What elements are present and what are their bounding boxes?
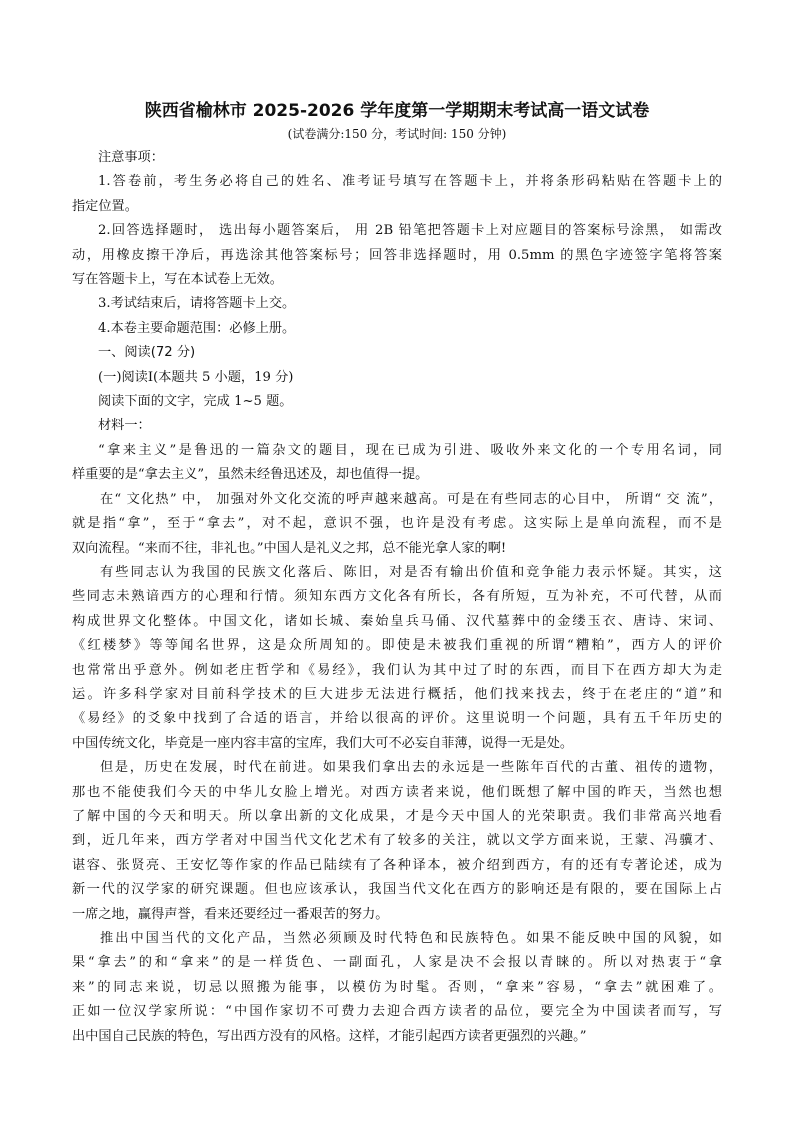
paragraph: [72, 561, 722, 756]
notes-section: [72, 146, 722, 341]
exam-page: [72, 92, 722, 1049]
subsection-heading: (一)阅读Ⅰ(本题共 5 小题，19 分): [98, 369, 294, 385]
passage-line: 《红楼梦》等等闻名世界，这是众所周知的。即使是未被我们重视的所谓“糟粕”，西方人的评价: [72, 638, 722, 654]
passage-line: 些同志未熟谙西方的心理和行情。须知东西方文化各有所长，各有所短，互为补充，不可代替，从而: [72, 589, 722, 605]
passage-line: 谌容、张贤亮、王安忆等作家的作品已陆续有了各种译本，被介绍到西方，有的还有专著论述，成为: [72, 857, 722, 873]
passage-line: 正如一位汉学家所说：“中国作家切不可费力去迎合西方读者的品位，要完全为中国读者而写，写: [72, 1004, 722, 1020]
passage-line: 出中国自己民族的特色，写出西方没有的风格。这样，才能引起西方读者更强烈的兴趣。”: [72, 1028, 587, 1044]
reading-instruction: 阅读下面的文字，完成 1~5 题。: [98, 394, 293, 410]
passage-line: “拿来主义”是鲁迅的一篇杂文的题目，现在已成为引进、吸收外来文化的一个专用名词，同: [98, 442, 722, 458]
passage-line: 样重要的是“拿去主义”，虽然未经鲁迅述及，却也值得一提。: [72, 467, 429, 483]
passage-line: 那也不能使我们今天的中华儿女脸上增光。对西方读者来说，他们既想了解中国的昨天，当然也想: [72, 784, 722, 800]
passage-line: 也常常出乎意外。例如老庄哲学和《易经》，我们认为其中过了时的东西，而目下在西方却大为走: [72, 662, 722, 678]
reading-section: [72, 341, 722, 439]
passage-line: 双向流程。“来而不往，非礼也。”中国人是礼义之邦，总不能光拿人家的啊!: [72, 540, 507, 556]
paragraph: [72, 488, 722, 561]
passage-line: 果“拿去”的和“拿来”的是一样货色、一副面孔，人家是决不会报以青睐的。所以对热衷于“拿: [72, 955, 722, 971]
paragraph: [72, 439, 722, 488]
material-label: 材料一：: [98, 418, 151, 434]
passage-line: 运。许多科学家对目前科学技术的巨大进步无法进行概括，他们找来找去，终于在老庄的“道”和: [72, 686, 722, 702]
exam-subtitle: (试卷满分:150 分，考试时间: 150 分钟): [287, 127, 507, 141]
passage-line: 了解中国的今天和明天。所以拿出新的文化成果，才是今天中国人的光荣职责。我们非常高兴地看: [72, 808, 722, 824]
passage-line: 构成世界文化整体。中国文化，诸如长城、秦始皇兵马俑、汉代墓葬中的金缕玉衣、唐诗、宋词、: [72, 613, 722, 629]
passage-line: 中国传统文化，毕竟是一座内容丰富的宝库，我们大可不必妄自菲薄，说得一无是处。: [72, 735, 574, 751]
exam-title: 陕西省榆林市 2025-2026 学年度第一学期期末考试高一语文试卷: [144, 101, 650, 121]
passage-line: 就是指“拿”，至于“拿去”，对不起，意识不强，也许是没有考虑。这实际上是单向流程，而不是: [72, 516, 722, 532]
passage-line: 新一代的汉学家的研究课题。但也应该承认，我国当代文化在西方的影响还是有限的，要在国际上占: [72, 882, 722, 898]
note-line: 3.考试结束后，请将答题卡上交。: [98, 296, 296, 312]
passage-line: 有些同志认为我国的民族文化落后、陈旧，对是否有输出价值和竞争能力表示怀疑。其实，这: [100, 564, 722, 580]
passage-line: 来”的同志来说，切忌以照搬为能事，以模仿为时髦。否则，“拿来”容易，“拿去”就困难了。: [72, 979, 722, 995]
passage-line: 一席之地，赢得声誉，看来还要经过一番艰苦的努力。: [72, 906, 389, 922]
passage-line: 《易经》的爻象中找到了合适的语言，并给以很高的评价。这里说明一个问题，具有五千年历史的: [72, 711, 722, 727]
note-line: 1.答卷前，考生务必将自己的姓名、准考证号填写在答题卡上，并将条形码粘贴在答题卡上的: [98, 174, 722, 190]
note-line: 动，用橡皮擦干净后，再选涂其他答案标号；回答非选择题时，用 0.5mm 的黑色字迹签字笔将答案: [72, 247, 722, 263]
note-line: 指定位置。: [72, 198, 138, 214]
paragraph: [72, 756, 722, 927]
passage-line: 到，近几年来，西方学者对中国当代文化艺术有了较多的关注，就以文学方面来说，王蒙、冯骥才、: [72, 833, 722, 849]
passage: [72, 439, 722, 1049]
passage-line: 在“ 文化热” 中， 加强对外文化交流的呼声越来越高。可是在有些同志的心目中， 所谓“ 交 流”，: [100, 491, 722, 507]
note-line: 4.本卷主要命题范围：必修上册。: [98, 320, 296, 336]
notes-heading: 注意事项：: [98, 150, 164, 165]
note-line: 2.回答选择题时， 选出每小题答案后， 用 2B 铅笔把答题卡上对应题目的答案标号涂黑， 如需改: [98, 223, 722, 239]
passage-line: 推出中国当代的文化产品，当然必须顾及时代特色和民族特色。如果不能反映中国的风貌，如: [100, 931, 722, 946]
note-line: 写在答题卡上，写在本试卷上无效。: [72, 272, 283, 288]
passage-line: 但是，历史在发展，时代在前进。如果我们拿出去的永远是一些陈年百代的古董、祖传的遗物，: [100, 760, 722, 776]
paragraph: [72, 927, 722, 1049]
section-heading: 一、阅读(72 分): [98, 345, 196, 361]
